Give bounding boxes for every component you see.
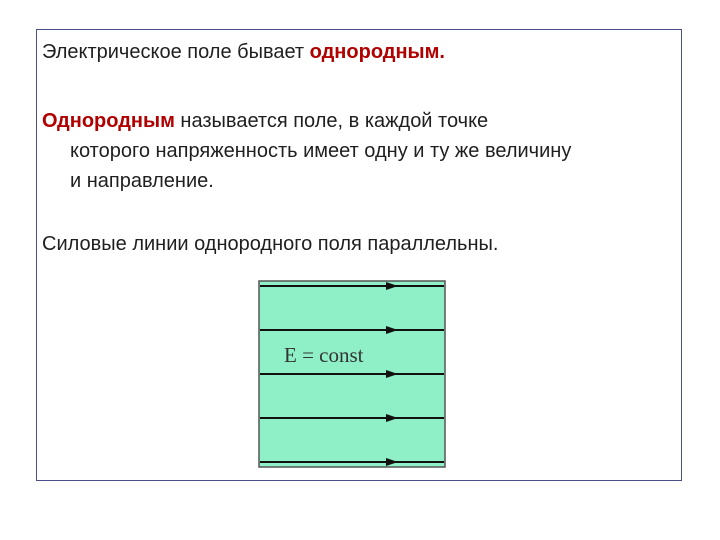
uniform-field-figure <box>258 280 446 468</box>
definition-line-1 <box>42 106 488 136</box>
definition-term: Однородным <box>42 110 175 132</box>
definition-line-2: которого напряженность имеет одну и ту же величину <box>70 140 572 162</box>
definition-text-1: называется поле, в каждой точке <box>174 110 489 132</box>
field-label: E = const <box>284 343 364 367</box>
field-lines-statement: Силовые линии однородного поля параллельны. <box>42 233 499 255</box>
term-uniform: однородным. <box>309 41 445 63</box>
paragraph-uniform-field-statement <box>42 37 445 67</box>
field-diagram <box>258 280 446 468</box>
statement-text: Электрическое поле бывает <box>42 41 310 63</box>
definition-line-3: и направление. <box>70 170 214 192</box>
